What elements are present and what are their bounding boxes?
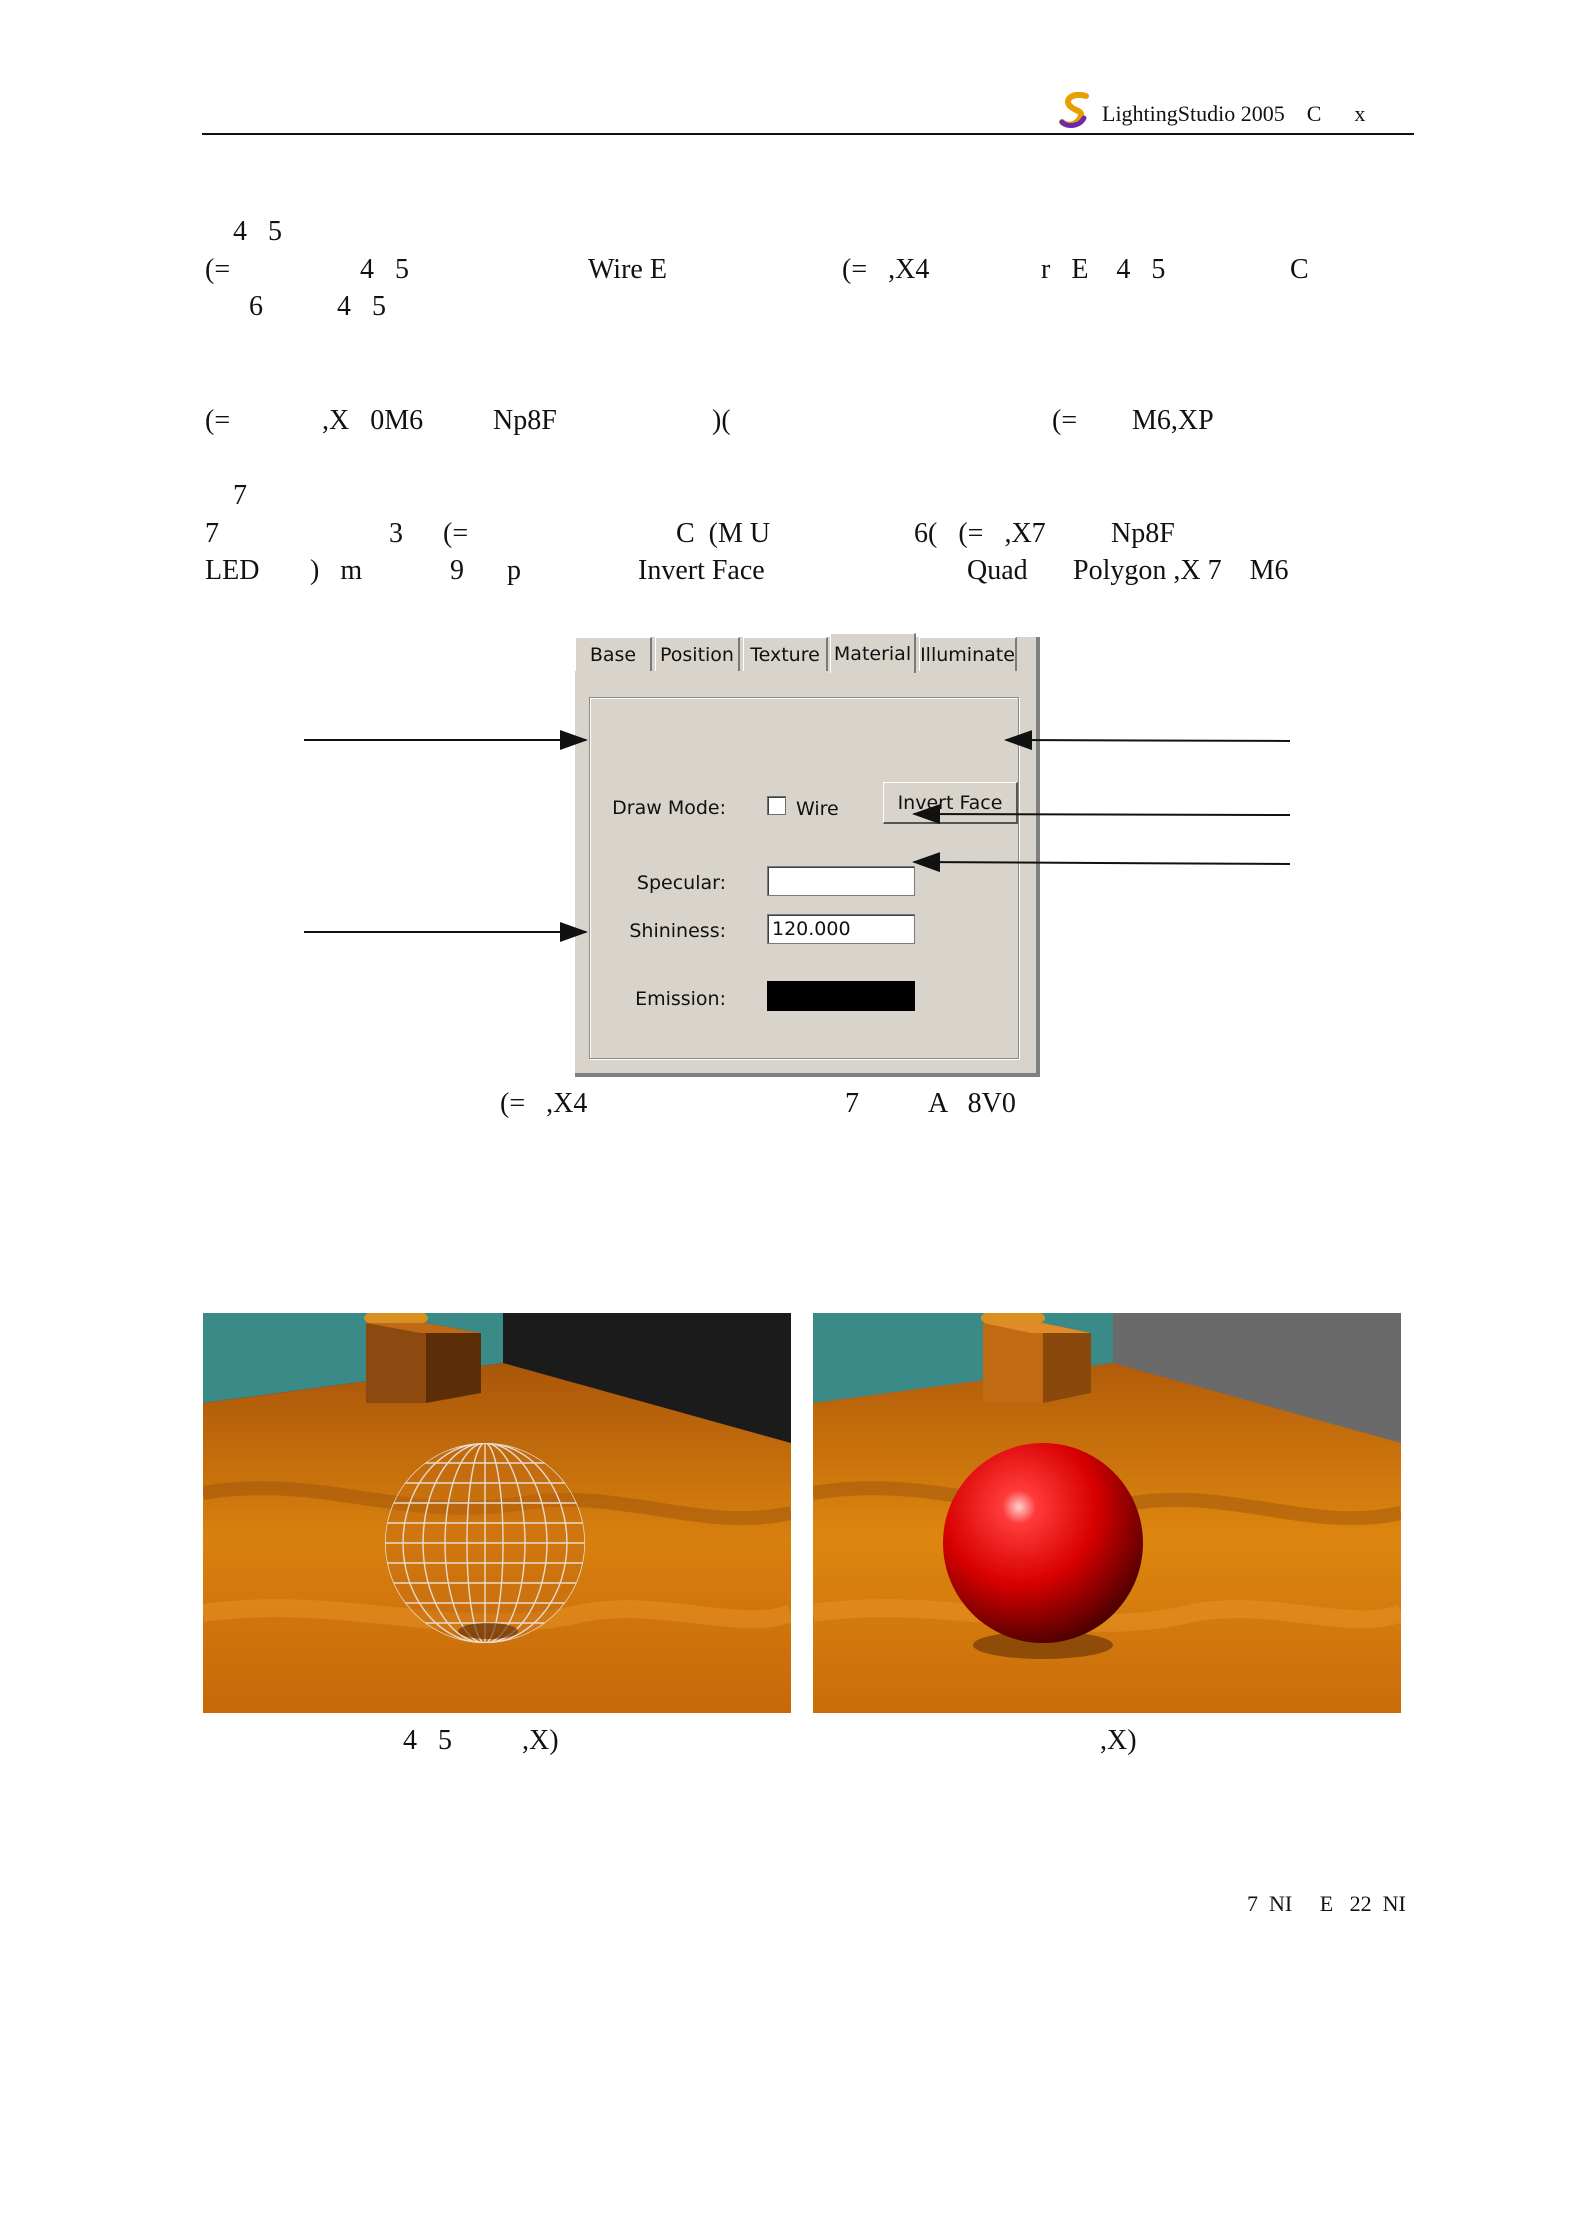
paragraph-3-fragment: 3 <box>389 518 403 549</box>
tab-texture[interactable]: Texture <box>743 637 828 671</box>
wireframe-render-image <box>203 1313 791 1713</box>
tab-illuminate[interactable]: Illuminate <box>919 637 1017 671</box>
wire-label: Wire <box>796 798 839 820</box>
tab-material[interactable]: Material <box>830 633 916 673</box>
arrow-shininess <box>914 862 1290 864</box>
paragraph-1-fragment: C <box>1290 254 1309 285</box>
arrow-specular <box>914 814 1290 815</box>
arrow-invert-face <box>1006 740 1290 741</box>
draw-mode-label: Draw Mode: <box>612 797 726 819</box>
emission-label: Emission: <box>635 988 726 1010</box>
paragraph-3-fragment: 6( (= ,X7 <box>914 518 1046 549</box>
paragraph-1-fragment: 4 5 <box>337 291 386 322</box>
shininess-field[interactable]: 120.000 <box>767 914 915 944</box>
paragraph-3-fragment: 7 <box>205 518 219 549</box>
paragraph-2-fragment: )( <box>712 405 731 436</box>
paragraph-1-fragment: Wire E <box>588 254 667 285</box>
dialog-caption-fragment: 7 <box>845 1088 859 1119</box>
solid-sphere-render-image <box>813 1313 1401 1713</box>
paragraph-3-fragment: LED <box>205 555 260 586</box>
paragraph-3-fragment: ) m <box>310 555 363 586</box>
tab-position[interactable]: Position <box>655 637 740 671</box>
dialog-caption-fragment: A 8V0 <box>928 1088 1016 1119</box>
dialog-caption-fragment: (= ,X4 <box>500 1088 588 1119</box>
shininess-label: Shininess: <box>629 920 726 942</box>
paragraph-3-fragment: Quad <box>967 555 1028 586</box>
right-render-caption-fragment: ,X) <box>1100 1725 1137 1756</box>
paragraph-3-fragment: C (M U <box>676 518 771 549</box>
paragraph-1-fragment: (= <box>205 254 231 285</box>
paragraph-1-fragment: 4 5 <box>233 216 282 247</box>
paragraph-3-fragment: Invert Face <box>638 555 765 586</box>
paragraph-3-fragment: Np8F <box>1111 518 1175 549</box>
invert-face-button[interactable]: Invert Face <box>883 782 1018 824</box>
left-render-caption-fragment: ,X) <box>522 1725 559 1756</box>
paragraph-3-fragment: (= <box>443 518 469 549</box>
paragraph-1-fragment: 6 <box>249 291 263 322</box>
tab-base[interactable]: Base <box>575 637 652 671</box>
paragraph-2-fragment: (= <box>205 405 231 436</box>
left-render-caption-fragment: 4 5 <box>403 1725 452 1756</box>
paragraph-3-fragment: 9 <box>450 555 464 586</box>
page-number: 7 NI E 22 NI <box>1247 1891 1406 1916</box>
paragraph-2-fragment: (= <box>1052 405 1078 436</box>
red-sphere <box>943 1443 1143 1643</box>
paragraph-1-fragment: 4 5 <box>360 254 409 285</box>
paragraph-3-fragment: 7 <box>233 480 247 511</box>
paragraph-2-fragment: ,X 0M6 <box>322 405 424 436</box>
paragraph-3-fragment: Polygon ,X 7 M6 <box>1073 555 1289 586</box>
specular-label: Specular: <box>636 872 726 894</box>
paragraph-1-fragment: (= ,X4 <box>842 254 930 285</box>
paragraph-3-fragment: p <box>507 555 521 586</box>
paragraph-2-fragment: Np8F <box>493 405 557 436</box>
header-title: LightingStudio 2005 C x <box>1102 101 1366 126</box>
paragraph-1-fragment: r E 4 5 <box>1041 254 1166 285</box>
paragraph-2-fragment: M6,XP <box>1132 405 1214 436</box>
